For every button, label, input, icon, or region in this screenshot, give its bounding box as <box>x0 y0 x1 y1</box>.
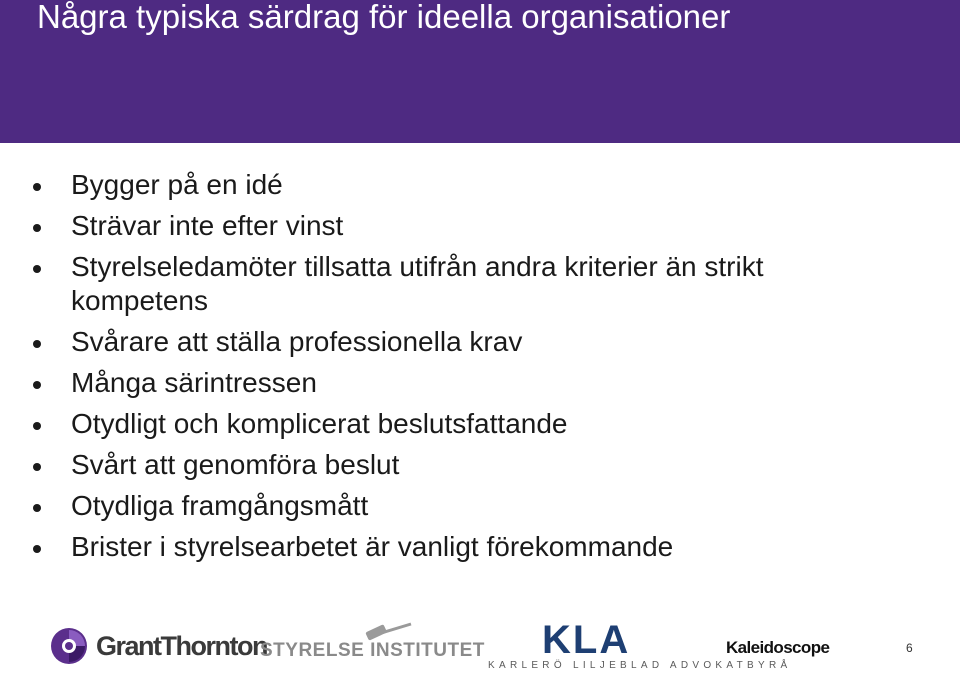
kla-subtitle: KARLERÖ LILJEBLAD ADVOKATBYRÅ <box>488 660 792 671</box>
bullet-text: Styrelseledamöter tillsatta utifrån andra kriterier än strikt kompetens <box>71 251 764 316</box>
bullet-item <box>0 407 960 441</box>
bullet-item <box>0 168 960 202</box>
bullet-item <box>0 366 960 400</box>
page-number: 6 <box>906 641 913 655</box>
sponsor-footer <box>0 610 960 674</box>
bullet-text: Svårare att ställa professionella krav <box>71 326 523 357</box>
bullet-text: Bygger på en idé <box>71 169 283 200</box>
bullet-text: Otydliga framgångsmått <box>71 490 369 521</box>
bullet-dot <box>33 183 41 191</box>
bullet-dot <box>33 504 41 512</box>
kla-wordmark: KLA <box>542 618 631 662</box>
styrelseinstitutet-wordmark: STYRELSE INSTITUTET <box>260 640 485 661</box>
bullet-dot <box>33 463 41 471</box>
bullet-item <box>0 209 960 243</box>
bullet-item <box>0 250 960 318</box>
grant-thornton-icon <box>50 627 88 665</box>
bullet-dot <box>33 265 41 273</box>
bullet-dot <box>33 545 41 553</box>
bullet-dot <box>33 340 41 348</box>
title-banner <box>0 0 960 143</box>
bullet-list <box>0 168 960 571</box>
bullet-text: Otydligt och komplicerat beslutsfattande <box>71 408 568 439</box>
bullet-text: Många särintressen <box>71 367 317 398</box>
bullet-text: Brister i styrelsearbetet är vanligt förekommande <box>71 531 674 562</box>
bullet-dot <box>33 224 41 232</box>
bullet-dot <box>33 381 41 389</box>
bullet-text: Strävar inte efter vinst <box>71 210 344 241</box>
grant-thornton-logo <box>50 626 267 666</box>
kaleidoscope-logo: Kaleidoscope <box>726 638 830 657</box>
bullet-dot <box>33 422 41 430</box>
slide-title: Några typiska särdrag för ideella organisationer <box>37 0 731 35</box>
bullet-text: Svårt att genomföra beslut <box>71 449 400 480</box>
grant-thornton-wordmark: GrantThornton <box>96 630 267 661</box>
bullet-item <box>0 530 960 564</box>
bullet-item <box>0 325 960 359</box>
bullet-item <box>0 489 960 523</box>
bullet-item <box>0 448 960 482</box>
styrelseinstitutet-logo <box>260 622 490 666</box>
